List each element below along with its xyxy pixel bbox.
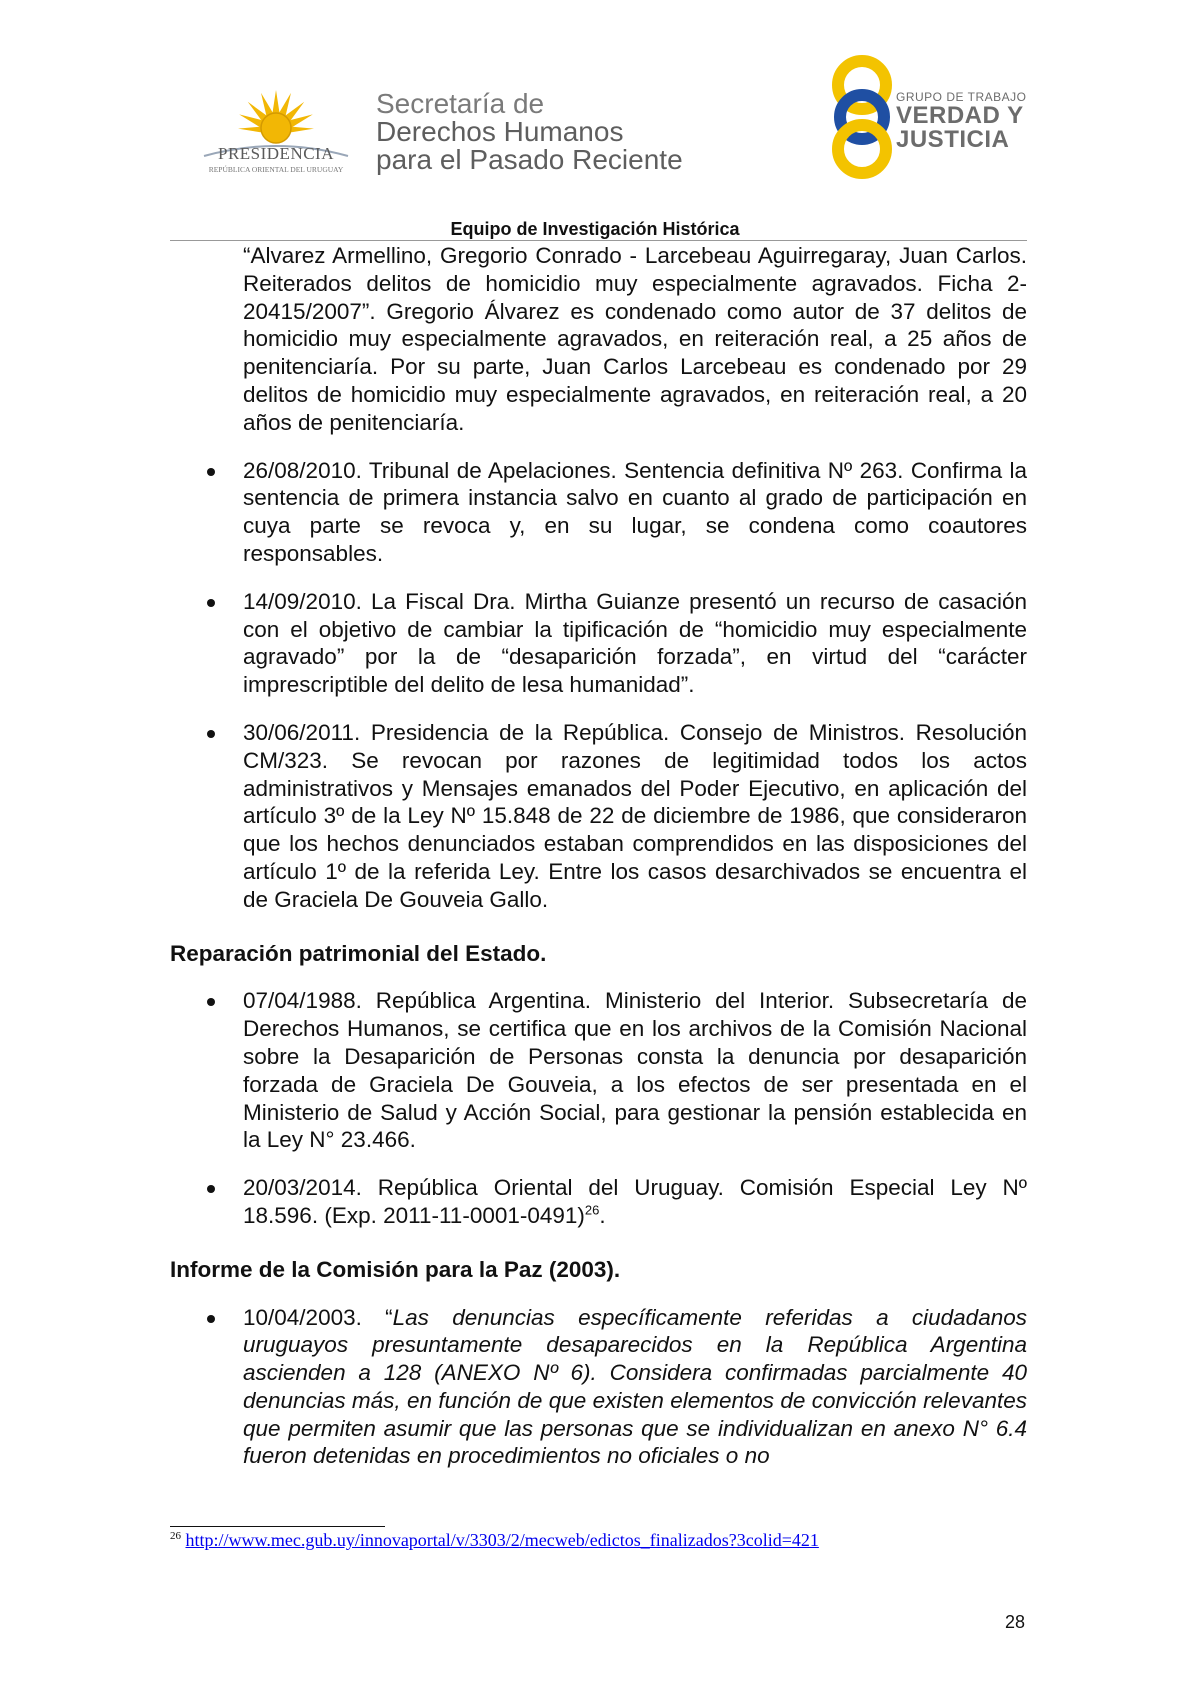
footnote-number: 26 [170, 1530, 181, 1542]
header-divider [170, 240, 1027, 241]
list-item [170, 457, 1027, 568]
secretaria-line-1: Secretaría de [376, 88, 545, 119]
list-item [170, 719, 1027, 914]
list-item [170, 1174, 1027, 1230]
list-item-text: 30/06/2011. Presidencia de la República. Consejo de Ministros. Resolución CM/323. Se revocan por razones de legitimidad todos los actos administrativos y Mensajes emanados del Poder Ejecutivo, en aplicación del artículo 3º de la Ley Nº 15.848 de 22 de diciembre de 1986, que consideraron que los hechos denunciados estaban comprendidos en las disposiciones del artículo 1º de la referida Ley. Entre los casos desarchivados se encuentra el de Graciela De Gouveia Gallo. [243, 719, 1027, 912]
presidencia-logo [196, 78, 356, 188]
bullet-icon [207, 468, 215, 476]
bullet-icon [207, 1185, 215, 1193]
list-item-end: . [599, 1202, 606, 1228]
bullet-icon [207, 998, 215, 1006]
footnote-ref[interactable]: 26 [584, 1202, 600, 1218]
list-item-text: 14/09/2010. La Fiscal Dra. Mirtha Guianze presentó un recurso de casación con el objetivo de cambiar la tipificación de “homicidio muy especialmente agravado” por la de “desaparición forzada”, en virtud del “carácter imprescriptible del delito de lesa humanidad”. [243, 588, 1027, 698]
page-number: 28 [1005, 1612, 1026, 1632]
footnote [170, 1530, 819, 1551]
secretaria-line-3: para el Pasado Reciente [376, 144, 683, 175]
list-item-text: 07/04/1988. República Argentina. Ministerio del Interior. Subsecretaría de Derechos Humanos, se certifica que en los archivos de la Comisión Nacional sobre la Desaparición de Personas consta la denuncia por desaparición forzada de Graciela De Gouveia, a los efectos de ser presentada en el Ministerio de Salud y Acción Social, para gestionar la pensión establecida en la Ley N° 23.466. [243, 988, 1027, 1153]
list-item [170, 1304, 1027, 1471]
list-item [170, 588, 1027, 699]
list-item-lead: 10/04/2003. “ [243, 1304, 393, 1330]
intertwined-rings-icon [822, 55, 902, 180]
secretaria-line-2: Derechos Humanos [376, 116, 624, 147]
grupo-line-3: JUSTICIA [896, 126, 1010, 153]
bullet-icon [207, 1315, 215, 1323]
list-item-text: 20/03/2014. República Oriental del Uruguay. Comisión Especial Ley Nº 18.596. (Exp. 2011-11-0001-0491) [243, 1175, 1027, 1228]
list-item [170, 987, 1027, 1154]
grupo-line-2: VERDAD Y [896, 102, 1024, 129]
footnote-divider [170, 1526, 385, 1527]
presidencia-subtitle: REPÚBLICA ORIENTAL DEL URUGUAY [208, 165, 344, 174]
quoted-text: Las denuncias específicamente referidas a ciudadanos uruguayos presuntamente desaparecidos en la República Argentina ascienden a 128 (ANEXO Nº 6). Considera confirmadas parcialmente 40 denuncias más, en función de que existen elementos de convicción relevantes que permiten asumir que las personas que se individualizan en anexo N° 6.4 fueron detenidas en procedimientos no oficiales o no [243, 1304, 1027, 1469]
team-title: Equipo de Investigación Histórica [450, 219, 740, 239]
section-heading-reparacion: Reparación patrimonial del Estado. [170, 940, 547, 966]
document-body [170, 242, 1027, 1470]
intro-paragraph: “Alvarez Armellino, Gregorio Conrado - Larcebeau Aguirregaray, Juan Carlos. Reiterados delitos de homicidio muy especialmente agravados. Ficha 2-20415/2007”. Gregorio Álvarez es condenado como autor de 37 delitos de homicidio muy especialmente agravados, en reiteración real, a 25 años de penitenciaría. Por su parte, Juan Carlos Larcebeau es condenado por 29 delitos de homicidio muy especialmente agravados, en reiteración real, a 20 años de penitenciaría. [243, 243, 1027, 435]
grupo-line-1: GRUPO DE TRABAJO [896, 90, 1027, 104]
grupo-trabajo-logo-text [896, 90, 1026, 152]
section-heading-comision-paz: Informe de la Comisión para la Paz (2003). [170, 1256, 621, 1282]
list-item-text: 26/08/2010. Tribunal de Apelaciones. Sentencia definitiva Nº 263. Confirma la sentencia de primera instancia salvo en cuanto al grado de participación en cuya parte se revoca y, en su lugar, se condena como coautores responsables. [243, 457, 1027, 566]
secretaria-logo-text [376, 90, 683, 174]
presidencia-title: PRESIDENCIA [217, 144, 334, 163]
bullet-icon [207, 599, 215, 607]
footnote-link[interactable]: http://www.mec.gub.uy/innovaportal/v/3303/2/mecweb/edictos_finalizados?3colid=421 [185, 1530, 819, 1550]
bullet-icon [207, 730, 215, 738]
